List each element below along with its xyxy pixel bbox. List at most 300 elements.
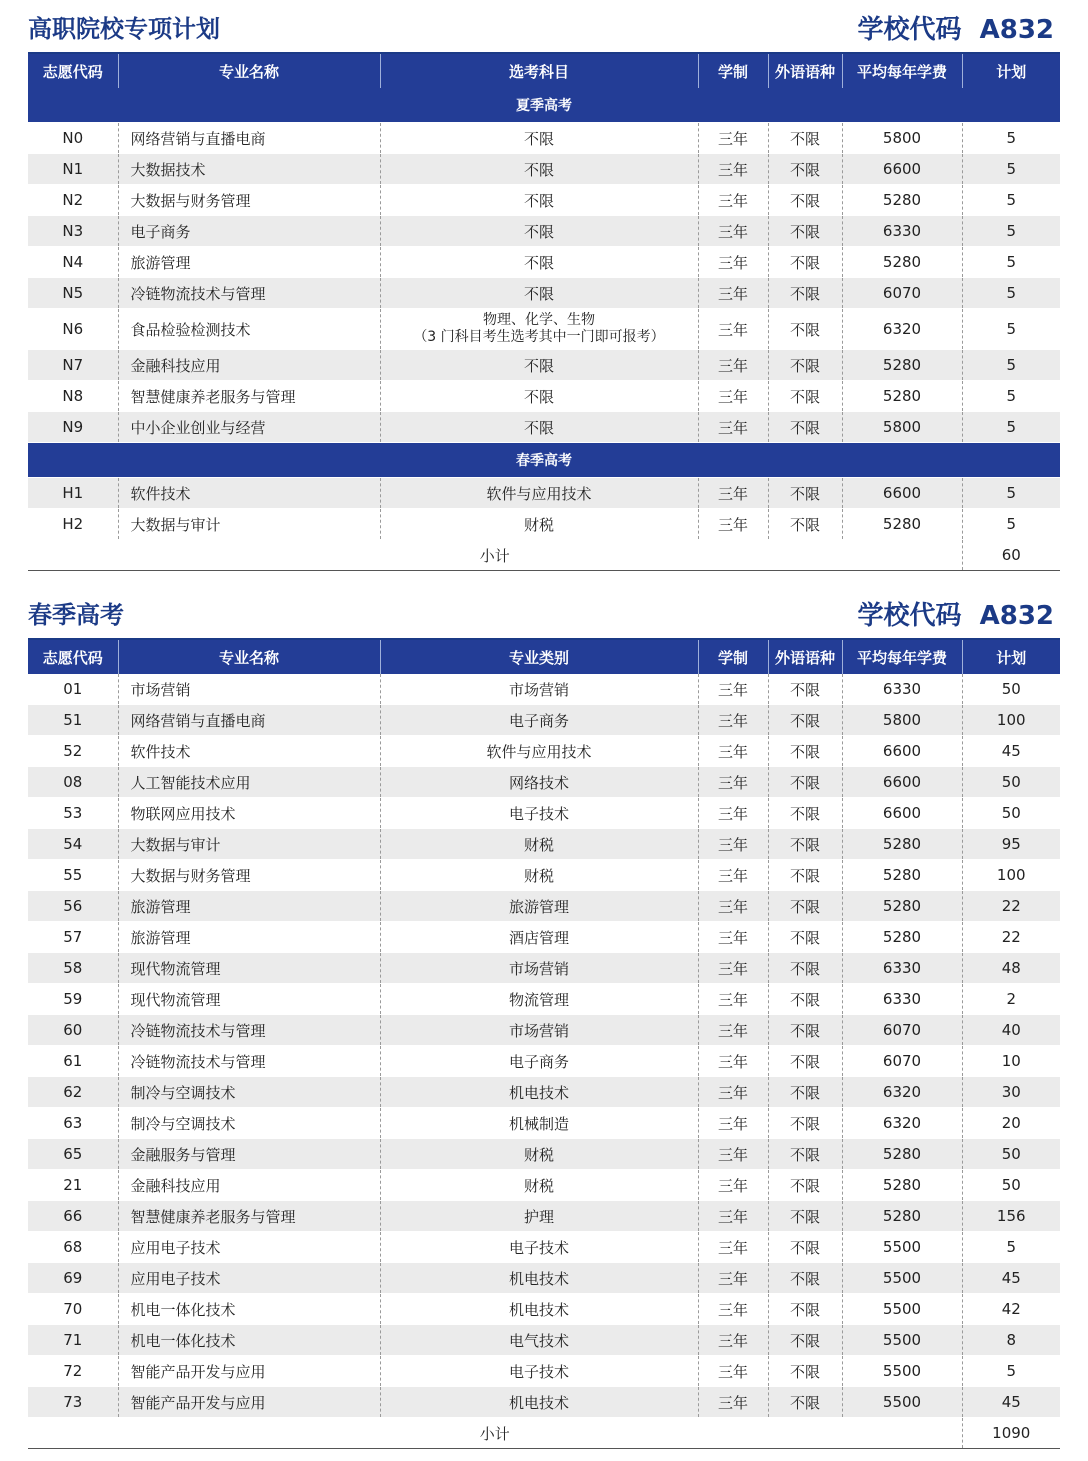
table-row xyxy=(28,1077,1060,1108)
cell-subject: 不限 xyxy=(380,185,698,216)
cell-name: 网络营销与直播电商 xyxy=(118,705,380,736)
cell-plan: 100 xyxy=(962,705,1060,736)
cell-name: 物联网应用技术 xyxy=(118,798,380,829)
header-code: 志愿代码 xyxy=(28,640,118,674)
cell-subject: 财税 xyxy=(380,860,698,891)
cell-language: 不限 xyxy=(768,1170,842,1201)
cell-language: 不限 xyxy=(768,1263,842,1294)
cell-subject: 机械制造 xyxy=(380,1108,698,1139)
cell-subject: 不限 xyxy=(380,154,698,185)
table-row xyxy=(28,478,1060,509)
cell-code: 59 xyxy=(28,984,118,1015)
cell-code: 61 xyxy=(28,1046,118,1077)
cell-duration: 三年 xyxy=(698,216,768,247)
cell-subject: 护理 xyxy=(380,1201,698,1232)
header-duration: 学制 xyxy=(698,640,768,674)
cell-name: 金融科技应用 xyxy=(118,350,380,381)
table-row xyxy=(28,350,1060,381)
cell-language: 不限 xyxy=(768,984,842,1015)
cell-plan: 5 xyxy=(962,247,1060,278)
cell-duration: 三年 xyxy=(698,412,768,443)
cell-language: 不限 xyxy=(768,1294,842,1325)
subtotal-label: 小计 xyxy=(28,540,962,571)
cell-fee: 6070 xyxy=(842,1015,962,1046)
cell-language: 不限 xyxy=(768,922,842,953)
section-title: 高职院校专项计划 xyxy=(28,15,220,43)
table-row xyxy=(28,1170,1060,1201)
cell-fee: 6070 xyxy=(842,278,962,309)
table-row xyxy=(28,1356,1060,1387)
table-row xyxy=(28,278,1060,309)
cell-subject: 电子商务 xyxy=(380,705,698,736)
cell-duration: 三年 xyxy=(698,984,768,1015)
cell-subject: 财税 xyxy=(380,1139,698,1170)
cell-subject: 不限 xyxy=(380,412,698,443)
cell-code: 54 xyxy=(28,829,118,860)
header-language: 外语语种 xyxy=(768,54,842,88)
cell-fee: 5280 xyxy=(842,1201,962,1232)
cell-code: N5 xyxy=(28,278,118,309)
cell-code: 21 xyxy=(28,1170,118,1201)
table-row xyxy=(28,953,1060,984)
cell-duration: 三年 xyxy=(698,123,768,154)
cell-name: 冷链物流技术与管理 xyxy=(118,1046,380,1077)
cell-plan: 48 xyxy=(962,953,1060,984)
cell-subject: 财税 xyxy=(380,509,698,540)
cell-code: 57 xyxy=(28,922,118,953)
cell-fee: 5500 xyxy=(842,1263,962,1294)
cell-plan: 5 xyxy=(962,185,1060,216)
header-language: 外语语种 xyxy=(768,640,842,674)
table-row xyxy=(28,922,1060,953)
cell-duration: 三年 xyxy=(698,1201,768,1232)
cell-fee: 5280 xyxy=(842,829,962,860)
section-header xyxy=(28,588,1060,638)
cell-name: 机电一体化技术 xyxy=(118,1325,380,1356)
cell-language: 不限 xyxy=(768,736,842,767)
cell-subject: 不限 xyxy=(380,216,698,247)
header-name: 专业名称 xyxy=(118,640,380,674)
cell-plan: 156 xyxy=(962,1201,1060,1232)
table-row xyxy=(28,736,1060,767)
section-header xyxy=(28,0,1060,52)
cell-plan: 5 xyxy=(962,309,1060,350)
table-row xyxy=(28,674,1060,705)
header-subject: 选考科目 xyxy=(380,54,698,88)
cell-subject: 软件与应用技术 xyxy=(380,736,698,767)
cell-duration: 三年 xyxy=(698,1325,768,1356)
school-code: 学校代码 A832 xyxy=(857,601,1054,631)
cell-name: 人工智能技术应用 xyxy=(118,767,380,798)
cell-plan: 20 xyxy=(962,1108,1060,1139)
cell-plan: 5 xyxy=(962,1356,1060,1387)
header-plan: 计划 xyxy=(962,54,1060,88)
cell-name: 大数据与审计 xyxy=(118,829,380,860)
header-fee: 平均每年学费 xyxy=(842,54,962,88)
table-row xyxy=(28,1232,1060,1263)
cell-plan: 45 xyxy=(962,1263,1060,1294)
cell-name: 市场营销 xyxy=(118,674,380,705)
cell-name: 金融服务与管理 xyxy=(118,1139,380,1170)
table-row xyxy=(28,1201,1060,1232)
cell-fee: 5280 xyxy=(842,860,962,891)
header-code: 志愿代码 xyxy=(28,54,118,88)
cell-fee: 5500 xyxy=(842,1356,962,1387)
cell-name: 智能产品开发与应用 xyxy=(118,1356,380,1387)
cell-language: 不限 xyxy=(768,123,842,154)
cell-plan: 40 xyxy=(962,1015,1060,1046)
cell-language: 不限 xyxy=(768,350,842,381)
cell-duration: 三年 xyxy=(698,891,768,922)
cell-code: N3 xyxy=(28,216,118,247)
cell-name: 冷链物流技术与管理 xyxy=(118,1015,380,1046)
cell-code: N7 xyxy=(28,350,118,381)
cell-code: N6 xyxy=(28,309,118,350)
cell-code: H1 xyxy=(28,478,118,509)
table-row xyxy=(28,1263,1060,1294)
cell-code: 01 xyxy=(28,674,118,705)
cell-language: 不限 xyxy=(768,1015,842,1046)
cell-fee: 5500 xyxy=(842,1294,962,1325)
table-row xyxy=(28,798,1060,829)
cell-plan: 5 xyxy=(962,381,1060,412)
cell-name: 智能产品开发与应用 xyxy=(118,1387,380,1418)
table-row xyxy=(28,829,1060,860)
cell-duration: 三年 xyxy=(698,922,768,953)
cell-language: 不限 xyxy=(768,891,842,922)
cell-language: 不限 xyxy=(768,381,842,412)
cell-language: 不限 xyxy=(768,1201,842,1232)
cell-subject xyxy=(380,309,698,350)
cell-language: 不限 xyxy=(768,767,842,798)
table-row xyxy=(28,154,1060,185)
cell-name: 应用电子技术 xyxy=(118,1232,380,1263)
table-row xyxy=(28,1294,1060,1325)
cell-code: 58 xyxy=(28,953,118,984)
table-row xyxy=(28,767,1060,798)
cell-name: 食品检验检测技术 xyxy=(118,309,380,350)
cell-name: 应用电子技术 xyxy=(118,1263,380,1294)
table-row xyxy=(28,705,1060,736)
cell-code: 08 xyxy=(28,767,118,798)
cell-subject: 不限 xyxy=(380,247,698,278)
cell-name: 大数据与财务管理 xyxy=(118,185,380,216)
cell-name: 电子商务 xyxy=(118,216,380,247)
cell-code: N9 xyxy=(28,412,118,443)
table-row xyxy=(28,1108,1060,1139)
cell-code: 62 xyxy=(28,1077,118,1108)
table-row xyxy=(28,1046,1060,1077)
cell-duration: 三年 xyxy=(698,350,768,381)
cell-plan: 50 xyxy=(962,767,1060,798)
cell-duration: 三年 xyxy=(698,767,768,798)
cell-plan: 5 xyxy=(962,1232,1060,1263)
cell-language: 不限 xyxy=(768,216,842,247)
header-fee: 平均每年学费 xyxy=(842,640,962,674)
cell-plan: 30 xyxy=(962,1077,1060,1108)
table-row xyxy=(28,381,1060,412)
cell-subject: 电子商务 xyxy=(380,1046,698,1077)
cell-name: 网络营销与直播电商 xyxy=(118,123,380,154)
cell-duration: 三年 xyxy=(698,798,768,829)
cell-duration: 三年 xyxy=(698,1294,768,1325)
cell-code: H2 xyxy=(28,509,118,540)
cell-language: 不限 xyxy=(768,1077,842,1108)
cell-fee: 5800 xyxy=(842,412,962,443)
cell-duration: 三年 xyxy=(698,1356,768,1387)
cell-subject: 财税 xyxy=(380,1170,698,1201)
cell-plan: 2 xyxy=(962,984,1060,1015)
cell-duration: 三年 xyxy=(698,1170,768,1201)
cell-language: 不限 xyxy=(768,278,842,309)
cell-plan: 22 xyxy=(962,891,1060,922)
cell-duration: 三年 xyxy=(698,1015,768,1046)
cell-plan: 8 xyxy=(962,1325,1060,1356)
cell-fee: 5500 xyxy=(842,1325,962,1356)
cell-plan: 100 xyxy=(962,860,1060,891)
subtotal-value: 60 xyxy=(962,540,1060,571)
cell-plan: 50 xyxy=(962,798,1060,829)
table-row xyxy=(28,247,1060,278)
cell-duration: 三年 xyxy=(698,674,768,705)
cell-language: 不限 xyxy=(768,247,842,278)
cell-fee: 6600 xyxy=(842,154,962,185)
cell-name: 大数据技术 xyxy=(118,154,380,185)
cell-subject: 不限 xyxy=(380,123,698,154)
cell-plan: 5 xyxy=(962,412,1060,443)
cell-fee: 5280 xyxy=(842,247,962,278)
cell-language: 不限 xyxy=(768,509,842,540)
table-row xyxy=(28,860,1060,891)
cell-duration: 三年 xyxy=(698,1263,768,1294)
cell-plan: 5 xyxy=(962,154,1060,185)
cell-duration: 三年 xyxy=(698,1046,768,1077)
cell-plan: 5 xyxy=(962,509,1060,540)
cell-subject: 不限 xyxy=(380,381,698,412)
cell-fee: 5280 xyxy=(842,509,962,540)
cell-name: 金融科技应用 xyxy=(118,1170,380,1201)
cell-plan: 5 xyxy=(962,216,1060,247)
cell-code: 52 xyxy=(28,736,118,767)
cell-code: 56 xyxy=(28,891,118,922)
cell-subject: 电气技术 xyxy=(380,1325,698,1356)
cell-duration: 三年 xyxy=(698,1139,768,1170)
cell-code: N4 xyxy=(28,247,118,278)
cell-fee: 5280 xyxy=(842,922,962,953)
cell-fee: 5280 xyxy=(842,1139,962,1170)
cell-name: 智慧健康养老服务与管理 xyxy=(118,381,380,412)
section-special-plan xyxy=(28,0,1060,571)
cell-fee: 6320 xyxy=(842,1108,962,1139)
cell-duration: 三年 xyxy=(698,1387,768,1418)
cell-duration: 三年 xyxy=(698,247,768,278)
header-category: 专业类别 xyxy=(380,640,698,674)
cell-subject: 软件与应用技术 xyxy=(380,478,698,509)
cell-duration: 三年 xyxy=(698,1108,768,1139)
cell-name: 大数据与财务管理 xyxy=(118,860,380,891)
cell-plan: 42 xyxy=(962,1294,1060,1325)
subtotal-label: 小计 xyxy=(28,1418,962,1449)
cell-fee: 5280 xyxy=(842,185,962,216)
cell-plan: 22 xyxy=(962,922,1060,953)
cell-subject: 机电技术 xyxy=(380,1263,698,1294)
section-spring-exam xyxy=(28,588,1060,1449)
cell-subject: 电子技术 xyxy=(380,798,698,829)
cell-fee: 5280 xyxy=(842,1170,962,1201)
table-row xyxy=(28,1015,1060,1046)
spring-exam-table xyxy=(28,640,1060,1449)
cell-language: 不限 xyxy=(768,798,842,829)
cell-plan: 5 xyxy=(962,478,1060,509)
cell-fee: 6320 xyxy=(842,1077,962,1108)
cell-language: 不限 xyxy=(768,705,842,736)
cell-fee: 5800 xyxy=(842,705,962,736)
cell-plan: 50 xyxy=(962,1170,1060,1201)
cell-name: 软件技术 xyxy=(118,736,380,767)
cell-language: 不限 xyxy=(768,309,842,350)
cell-name: 现代物流管理 xyxy=(118,953,380,984)
cell-duration: 三年 xyxy=(698,478,768,509)
subject-line-2: （3 门科目考生选考其中一门即可报考） xyxy=(413,329,665,345)
cell-plan: 5 xyxy=(962,278,1060,309)
cell-subject: 电子技术 xyxy=(380,1232,698,1263)
cell-language: 不限 xyxy=(768,154,842,185)
cell-duration: 三年 xyxy=(698,829,768,860)
cell-code: N1 xyxy=(28,154,118,185)
cell-fee: 5500 xyxy=(842,1232,962,1263)
cell-duration: 三年 xyxy=(698,705,768,736)
cell-duration: 三年 xyxy=(698,736,768,767)
section-title: 春季高考 xyxy=(28,601,124,629)
cell-subject: 市场营销 xyxy=(380,953,698,984)
cell-name: 中小企业创业与经营 xyxy=(118,412,380,443)
cell-code: N8 xyxy=(28,381,118,412)
cell-fee: 6600 xyxy=(842,767,962,798)
subtotal-value: 1090 xyxy=(962,1418,1060,1449)
cell-fee: 6600 xyxy=(842,478,962,509)
cell-plan: 95 xyxy=(962,829,1060,860)
cell-language: 不限 xyxy=(768,1046,842,1077)
cell-subject: 网络技术 xyxy=(380,767,698,798)
cell-name: 制冷与空调技术 xyxy=(118,1077,380,1108)
cell-name: 大数据与审计 xyxy=(118,509,380,540)
cell-subject: 市场营销 xyxy=(380,1015,698,1046)
cell-language: 不限 xyxy=(768,478,842,509)
cell-duration: 三年 xyxy=(698,509,768,540)
table-row xyxy=(28,984,1060,1015)
table-row xyxy=(28,891,1060,922)
special-plan-table xyxy=(28,54,1060,571)
cell-language: 不限 xyxy=(768,185,842,216)
table-row xyxy=(28,185,1060,216)
cell-duration: 三年 xyxy=(698,185,768,216)
cell-code: N2 xyxy=(28,185,118,216)
cell-name: 旅游管理 xyxy=(118,922,380,953)
school-code: 学校代码 A832 xyxy=(857,15,1054,45)
band-summer xyxy=(28,88,1060,123)
header-duration: 学制 xyxy=(698,54,768,88)
cell-language: 不限 xyxy=(768,1356,842,1387)
cell-code: 53 xyxy=(28,798,118,829)
cell-fee: 6330 xyxy=(842,984,962,1015)
cell-code: 71 xyxy=(28,1325,118,1356)
band-label: 春季高考 xyxy=(28,443,1060,478)
cell-code: 51 xyxy=(28,705,118,736)
cell-fee: 5280 xyxy=(842,350,962,381)
cell-name: 冷链物流技术与管理 xyxy=(118,278,380,309)
cell-name: 旅游管理 xyxy=(118,247,380,278)
cell-fee: 6600 xyxy=(842,798,962,829)
cell-plan: 45 xyxy=(962,1387,1060,1418)
cell-plan: 50 xyxy=(962,1139,1060,1170)
cell-subject: 财税 xyxy=(380,829,698,860)
table-row xyxy=(28,216,1060,247)
cell-plan: 5 xyxy=(962,350,1060,381)
table-row xyxy=(28,1325,1060,1356)
cell-subject: 机电技术 xyxy=(380,1387,698,1418)
cell-duration: 三年 xyxy=(698,953,768,984)
table-header-row xyxy=(28,640,1060,674)
cell-code: 68 xyxy=(28,1232,118,1263)
table-header-row xyxy=(28,54,1060,88)
subject-line-1: 物理、化学、生物 xyxy=(483,312,595,328)
cell-subject: 市场营销 xyxy=(380,674,698,705)
cell-subject: 电子技术 xyxy=(380,1356,698,1387)
cell-code: 55 xyxy=(28,860,118,891)
cell-language: 不限 xyxy=(768,1325,842,1356)
cell-name: 旅游管理 xyxy=(118,891,380,922)
cell-duration: 三年 xyxy=(698,381,768,412)
cell-language: 不限 xyxy=(768,1139,842,1170)
cell-duration: 三年 xyxy=(698,1077,768,1108)
cell-fee: 6070 xyxy=(842,1046,962,1077)
cell-language: 不限 xyxy=(768,674,842,705)
cell-language: 不限 xyxy=(768,1387,842,1418)
table-row xyxy=(28,309,1060,350)
table-row xyxy=(28,509,1060,540)
cell-code: 70 xyxy=(28,1294,118,1325)
cell-name: 智慧健康养老服务与管理 xyxy=(118,1201,380,1232)
cell-fee: 6330 xyxy=(842,953,962,984)
header-plan: 计划 xyxy=(962,640,1060,674)
cell-fee: 6600 xyxy=(842,736,962,767)
cell-language: 不限 xyxy=(768,860,842,891)
cell-plan: 50 xyxy=(962,674,1060,705)
header-name: 专业名称 xyxy=(118,54,380,88)
cell-language: 不限 xyxy=(768,1232,842,1263)
cell-language: 不限 xyxy=(768,953,842,984)
cell-language: 不限 xyxy=(768,412,842,443)
cell-fee: 5280 xyxy=(842,891,962,922)
cell-duration: 三年 xyxy=(698,860,768,891)
cell-code: 66 xyxy=(28,1201,118,1232)
cell-code: 65 xyxy=(28,1139,118,1170)
subtotal-row xyxy=(28,540,1060,571)
table-row xyxy=(28,412,1060,443)
cell-duration: 三年 xyxy=(698,309,768,350)
cell-subject: 酒店管理 xyxy=(380,922,698,953)
cell-duration: 三年 xyxy=(698,154,768,185)
subtotal-row xyxy=(28,1418,1060,1449)
cell-subject: 机电技术 xyxy=(380,1077,698,1108)
cell-fee: 6330 xyxy=(842,216,962,247)
cell-fee: 6330 xyxy=(842,674,962,705)
cell-code: 63 xyxy=(28,1108,118,1139)
table-row xyxy=(28,123,1060,154)
cell-name: 现代物流管理 xyxy=(118,984,380,1015)
cell-language: 不限 xyxy=(768,1108,842,1139)
cell-code: 69 xyxy=(28,1263,118,1294)
